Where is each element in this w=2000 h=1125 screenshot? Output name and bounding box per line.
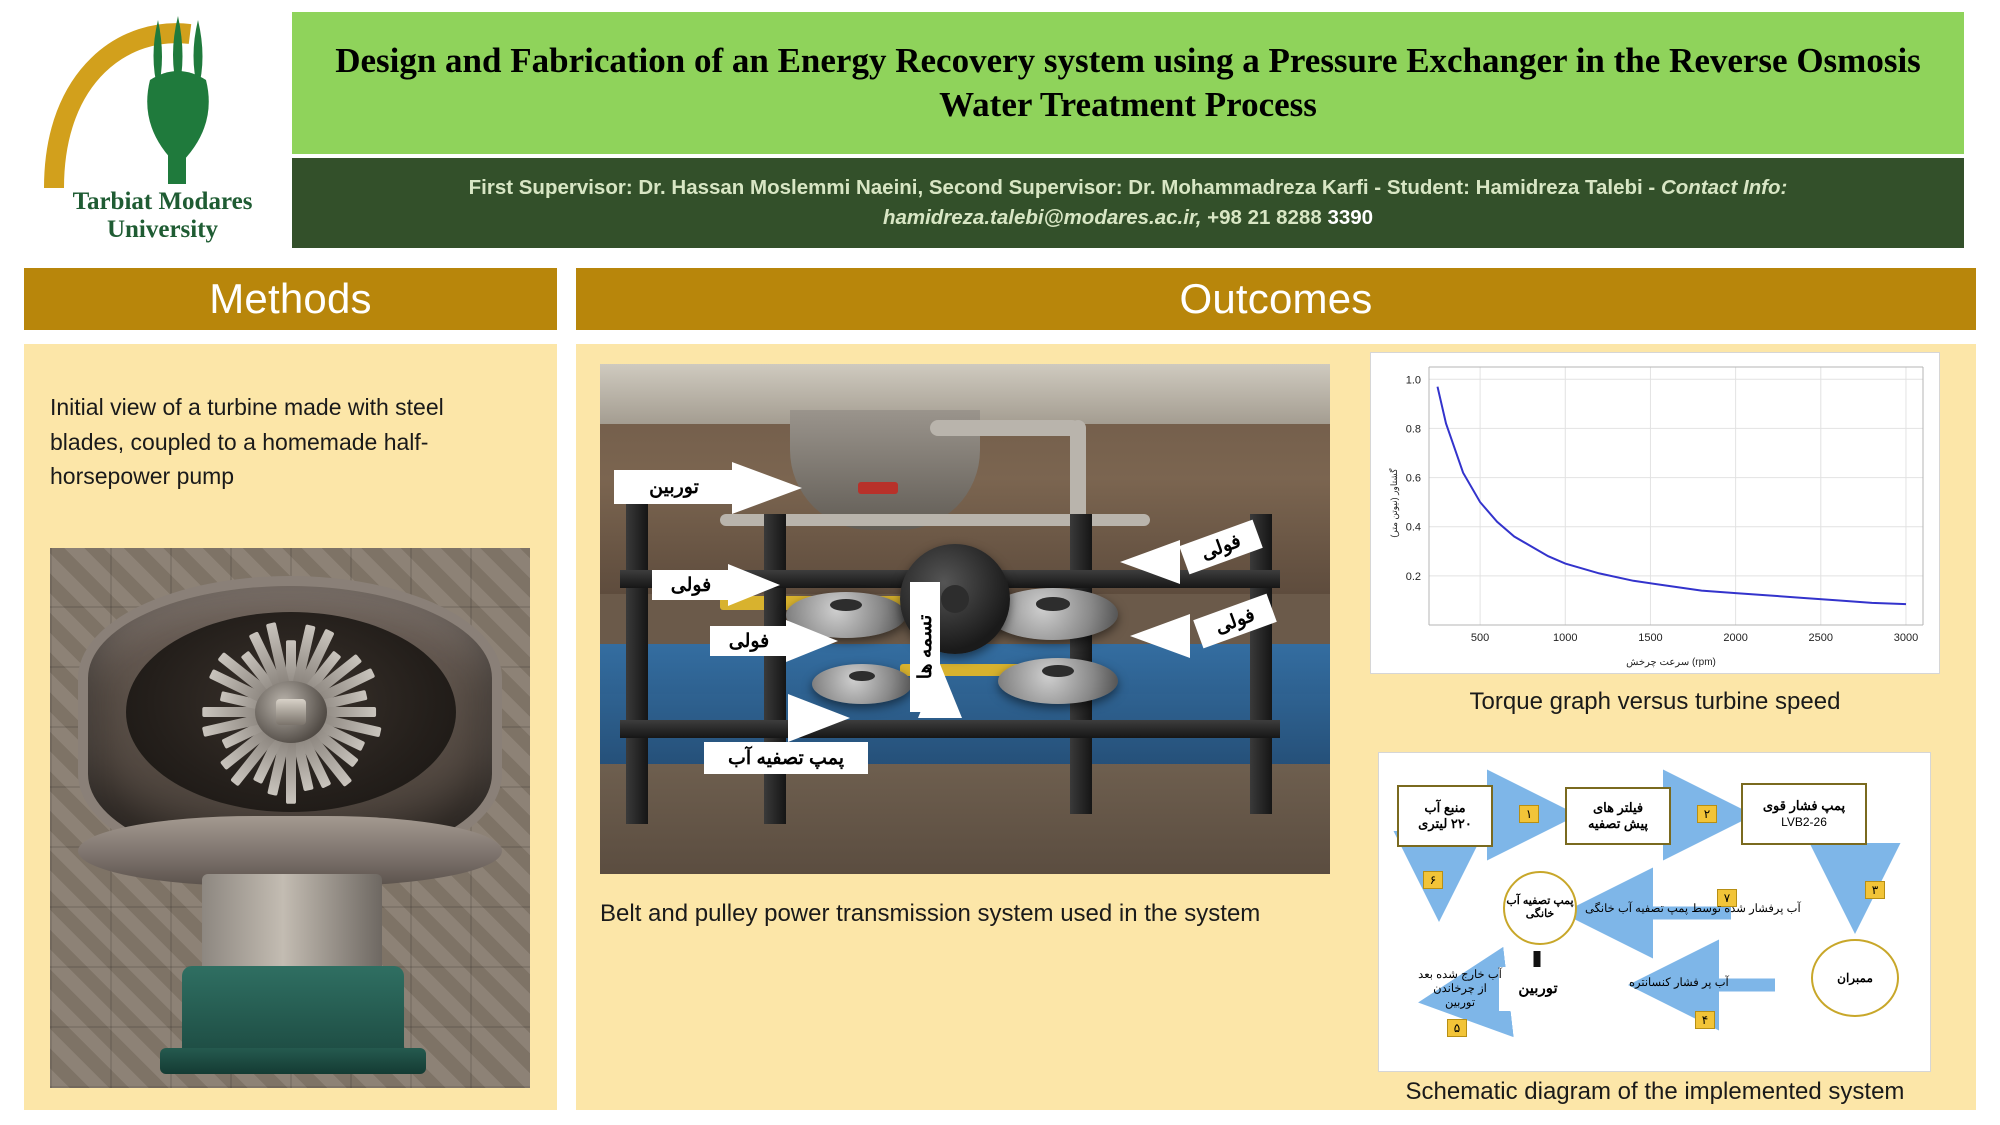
schematic-edge-label-homepump: آب پرفشار شده توسط پمپ تصفیه آب خانگی bbox=[1585, 903, 1801, 915]
callout-belts-arrow bbox=[918, 664, 962, 718]
methods-caption: Initial view of a turbine made with steel blades, coupled to a homemade half-horsepower pump bbox=[50, 394, 444, 489]
pulley-right-lower bbox=[998, 658, 1118, 704]
red-valve bbox=[858, 482, 898, 494]
chart-y-axis-label: گشتاور (نیوتن متر) bbox=[1389, 468, 1399, 538]
authors-bar bbox=[292, 158, 1964, 248]
schematic-node-membrane-label: ممبران bbox=[1837, 970, 1873, 985]
chart-y-tick-labels bbox=[1406, 374, 1421, 583]
schematic-number-4: ۴ bbox=[1695, 1011, 1715, 1029]
chart-caption: Torque graph versus turbine speed bbox=[1469, 688, 1841, 715]
callout-pulley-right-lower-arrow bbox=[1130, 614, 1190, 658]
schematic-node-prefilters-sub: پیش تصفیه bbox=[1587, 816, 1649, 831]
belt-pulley-caption: Belt and pulley power transmission system used in the system bbox=[600, 900, 1261, 927]
svg-text:500: 500 bbox=[1470, 632, 1490, 644]
schematic-node-source bbox=[1397, 785, 1493, 847]
callout-turbine-arrow bbox=[732, 462, 802, 514]
callout-belts: تسمه ها bbox=[910, 582, 940, 712]
logo-mark bbox=[40, 10, 285, 200]
frame-post-right bbox=[1250, 514, 1272, 814]
schematic-number-3: ۳ bbox=[1865, 881, 1885, 899]
turbine-bolt bbox=[276, 699, 306, 725]
schematic-node-homepump-label: پمپ تصفیه آب خانگی bbox=[1506, 894, 1574, 920]
chart-x-axis-label: سرعت چرخش (rpm) bbox=[1626, 657, 1716, 668]
svg-text:0.6: 0.6 bbox=[1405, 472, 1421, 485]
svg-text:3000: 3000 bbox=[1893, 632, 1919, 644]
frame-post-mid-left bbox=[764, 514, 786, 824]
turbine-interior bbox=[126, 612, 456, 812]
contact-phone-suffix: 3390 bbox=[1327, 206, 1374, 229]
belt-pulley-photo bbox=[600, 364, 1330, 874]
callout-pulley-right-upper: فولی bbox=[1179, 520, 1263, 575]
poster-title-bar bbox=[292, 12, 1964, 154]
callout-pulley-right-lower: فولی bbox=[1193, 594, 1277, 649]
pump-body bbox=[202, 874, 382, 974]
pipe-horizontal-top bbox=[930, 420, 1080, 436]
callout-pulley-left-upper: فولی bbox=[652, 570, 730, 600]
schematic-node-membrane bbox=[1811, 939, 1899, 1017]
chart-x-tick-labels bbox=[1471, 632, 1918, 644]
page-title: Design and Fabrication of an Energy Recovery system using a Pressure Exchanger in the Reverse Osmosis Water Treatment Process bbox=[335, 41, 1921, 124]
contact-email: hamidreza.talebi@modares.ac.ir, bbox=[882, 206, 1202, 229]
schematic-number-5: ۵ bbox=[1447, 1019, 1467, 1037]
university-logo bbox=[40, 10, 285, 250]
schematic-node-highpressurepump bbox=[1741, 783, 1867, 845]
authors-line-1: First Supervisor: Dr. Hassan Moslemmi Naeini, Second Supervisor: Dr. Mohammadreza Karfi - Student: Hamidreza Talebi - bbox=[468, 176, 1661, 200]
schematic-number-7: ۷ bbox=[1717, 889, 1737, 907]
schematic-number-2: ۲ bbox=[1697, 805, 1717, 823]
logo-line-1: Tarbiat Modares bbox=[72, 188, 253, 215]
methods-title: Methods bbox=[209, 275, 372, 322]
authors-text bbox=[469, 173, 1788, 232]
schematic-number-1: ۱ bbox=[1519, 805, 1539, 823]
system-schematic bbox=[1378, 752, 1931, 1072]
schematic-node-source-sub: ۲۲۰ لیتری bbox=[1418, 816, 1472, 831]
logo-line-2: University bbox=[106, 215, 219, 243]
schematic-node-source-label: منبع آب bbox=[1424, 799, 1466, 815]
pump-base bbox=[160, 1048, 426, 1074]
callout-pulley-left-lower-arrow bbox=[786, 620, 838, 662]
schematic-node-turbine bbox=[1499, 967, 1577, 1011]
pump-motor bbox=[182, 966, 404, 1058]
schematic-node-hpp-label: پمپ فشار قوی bbox=[1762, 798, 1846, 814]
chart-series-line bbox=[1438, 387, 1907, 604]
callout-turbine: توربین bbox=[614, 470, 734, 504]
contact-info-label: Contact Info: bbox=[1660, 176, 1788, 200]
svg-text:2500: 2500 bbox=[1808, 632, 1834, 644]
schematic-node-homepump bbox=[1503, 871, 1577, 945]
outcomes-section-header bbox=[576, 268, 1976, 330]
torque-chart bbox=[1370, 352, 1940, 674]
outcomes-title: Outcomes bbox=[1179, 275, 1373, 322]
schematic-node-turbine-label: توربین bbox=[1518, 979, 1558, 997]
contact-phone: +98 21 8288 bbox=[1207, 206, 1322, 229]
turbine-photo bbox=[50, 548, 530, 1088]
torque-chart-svg bbox=[1371, 353, 1941, 675]
schematic-node-hpp-sub: LVB2-26 bbox=[1781, 814, 1827, 829]
svg-text:0.8: 0.8 bbox=[1405, 423, 1421, 436]
frame-rail-lower bbox=[620, 720, 1280, 738]
svg-text:0.4: 0.4 bbox=[1405, 521, 1421, 534]
callout-water-treatment-pump-arrow bbox=[788, 694, 850, 742]
schematic-node-prefilters bbox=[1565, 787, 1671, 845]
schematic-caption: Schematic diagram of the implemented system bbox=[1405, 1078, 1905, 1105]
svg-text:0.2: 0.2 bbox=[1405, 570, 1421, 583]
svg-text:1500: 1500 bbox=[1638, 632, 1663, 644]
frame-post-left bbox=[626, 494, 648, 824]
schematic-edge-label-outflow: آب خارج شده بعد از چرخاندن توربین bbox=[1418, 969, 1502, 1009]
callout-pulley-right-upper-arrow bbox=[1120, 540, 1180, 584]
svg-text:1000: 1000 bbox=[1553, 632, 1578, 644]
schematic-node-prefilters-label: فیلتر های bbox=[1592, 799, 1644, 815]
logo-text bbox=[40, 188, 285, 243]
callout-pulley-left-upper-arrow bbox=[728, 564, 780, 606]
schematic-edge-label-concentrate: آب پر فشار کنسانتره bbox=[1629, 977, 1729, 989]
svg-text:1.0: 1.0 bbox=[1405, 374, 1421, 387]
methods-section-header bbox=[24, 268, 557, 330]
callout-water-treatment-pump: پمپ تصفیه آب bbox=[704, 742, 868, 774]
svg-text:2000: 2000 bbox=[1723, 632, 1748, 644]
callout-pulley-left-lower: فولی bbox=[710, 626, 788, 656]
schematic-number-6: ۶ bbox=[1423, 871, 1443, 889]
